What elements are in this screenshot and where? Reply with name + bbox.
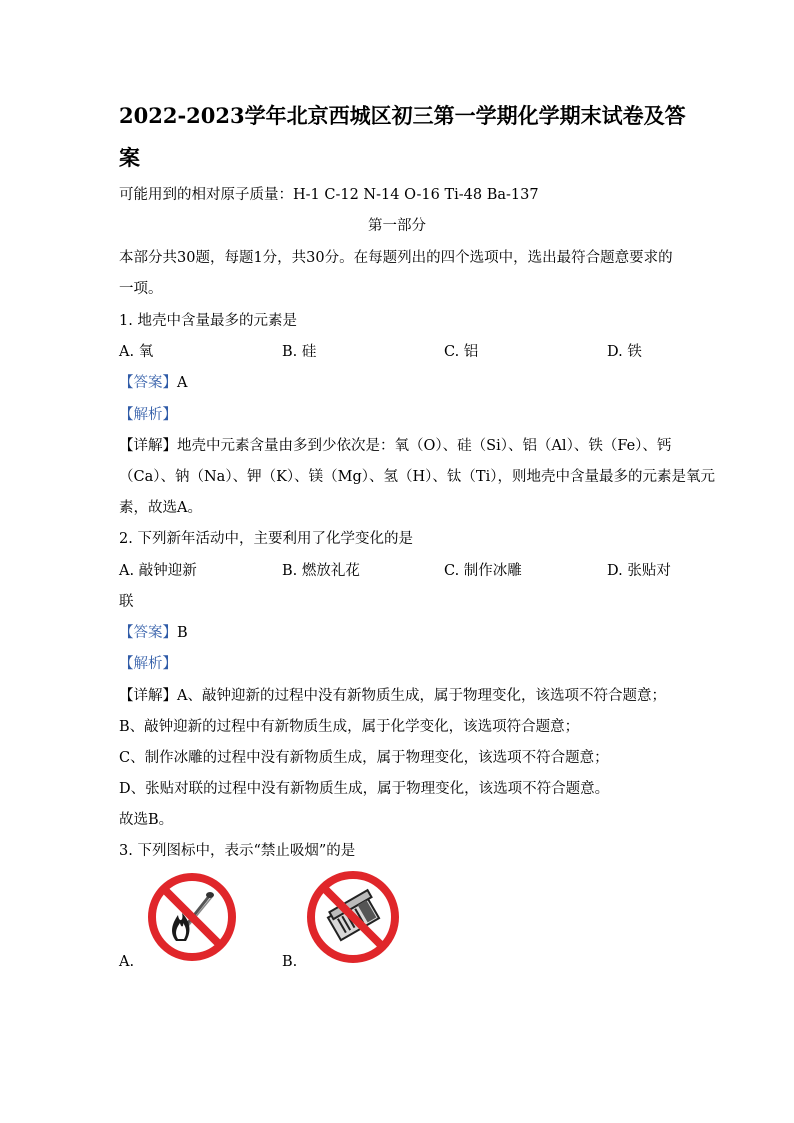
q2-answer-value: B (177, 625, 188, 641)
q1-stem: 1. 地壳中含量最多的元素是 (119, 313, 297, 329)
q2-option-c: C. 制作冰雕 (444, 563, 522, 579)
q2-detail-line-4: D、张贴对联的过程中没有新物质生成，属于物理变化，该选项不符合题意。 (119, 781, 610, 797)
q3-stem: 3. 下列图标中，表示“禁止吸烟”的是 (119, 843, 356, 859)
q1-detail-line-2: （Ca）、钠（Na）、钾（K）、镁（Mg）、氢（H）、钛（Ti），则地壳中含量最多的元素是氧元 (119, 469, 715, 485)
q2-option-b: B. 燃放礼花 (282, 563, 360, 579)
q2-detail-text-1: A、敲钟迎新的过程中没有新物质生成，属于物理变化，该选项不符合题意； (177, 688, 666, 704)
no-open-flame-sign-icon (146, 871, 238, 963)
no-matches-sign-icon (305, 869, 401, 965)
q2-detail-line-3: C、制作冰雕的过程中没有新物质生成，属于物理变化，该选项不符合题意； (119, 750, 609, 766)
q2-option-d: D. 张贴对 (607, 563, 671, 579)
intro-line-2: 一项。 (119, 281, 163, 297)
q1-detail-line-3: 素，故选A。 (119, 500, 202, 516)
q3-option-a: A. (119, 954, 135, 970)
atomic-masses: 可能用到的相对原子质量：H-1 C-12 N-14 O-16 Ti-48 Ba-137 (119, 187, 539, 203)
document-title-line1: 2022-2023学年北京西城区初三第一学期化学期末试卷及答 (119, 103, 686, 128)
document-title-line2: 案 (119, 145, 140, 170)
q1-option-b: B. 硅 (282, 344, 317, 360)
q1-detail-label: 【详解】 (119, 438, 177, 454)
q1-detail-text-1: 地壳中元素含量由多到少依次是：氧（O）、硅（Si）、铝（Al）、铁（Fe）、钙 (177, 438, 672, 454)
q2-detail-line-1 (119, 686, 666, 706)
q2-analysis-label: 【解析】 (119, 656, 177, 672)
q2-option-d-wrap: 联 (119, 594, 134, 610)
q1-answer-label: 【答案】 (119, 375, 177, 391)
q1-option-c: C. 铝 (444, 344, 479, 360)
q2-option-a: A. 敲钟迎新 (119, 563, 197, 579)
q2-answer (119, 623, 188, 643)
q2-answer-label: 【答案】 (119, 625, 177, 641)
q2-conclusion: 故选B。 (119, 812, 174, 828)
q2-detail-label: 【详解】 (119, 688, 177, 704)
part-title: 第一部分 (368, 218, 426, 234)
q3-option-b: B. (282, 954, 298, 970)
q1-answer-value: A (177, 375, 188, 391)
q2-detail-line-2: B、敲钟迎新的过程中有新物质生成，属于化学变化，该选项符合题意； (119, 719, 580, 735)
q1-analysis-label: 【解析】 (119, 407, 177, 423)
intro-line-1: 本部分共30题，每题1分，共30分。在每题列出的四个选项中，选出最符合题意要求的 (119, 250, 673, 266)
q2-stem: 2. 下列新年活动中，主要利用了化学变化的是 (119, 531, 413, 547)
q1-option-d: D. 铁 (607, 344, 642, 360)
q1-detail-line-1 (119, 436, 671, 456)
q1-option-a: A. 氧 (119, 344, 154, 360)
q1-answer (119, 373, 187, 393)
